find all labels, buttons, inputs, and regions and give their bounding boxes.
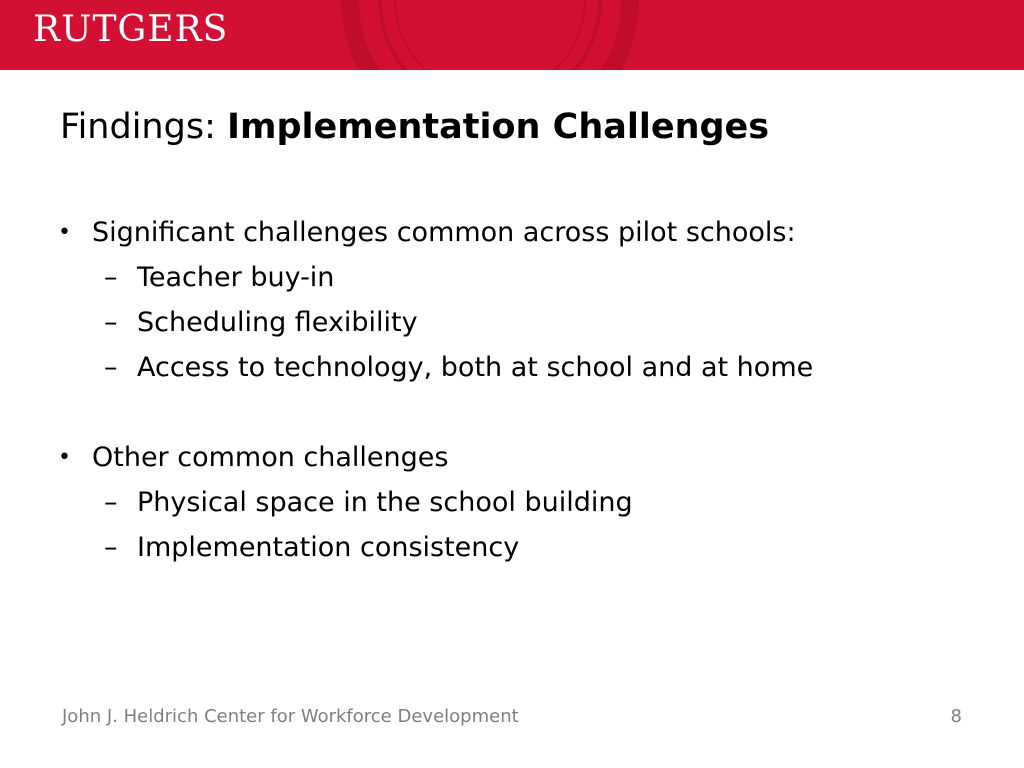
sub-bullet-text: Teacher buy-in (137, 262, 335, 293)
bullet-text: Other common challenges (92, 442, 449, 473)
bullet-marker: • (58, 220, 71, 245)
dash-marker: – (104, 487, 118, 518)
sub-bullet-text: Physical space in the school building (137, 487, 633, 518)
sub-bullet-text: Scheduling flexibility (137, 307, 418, 338)
sub-bullet-item (58, 348, 978, 393)
dash-marker: – (104, 532, 118, 563)
bullet-group (58, 438, 978, 573)
sub-bullet-item (58, 528, 978, 573)
bullet-marker: • (58, 445, 71, 470)
bullet-item (58, 438, 978, 483)
dash-marker: – (104, 352, 118, 383)
title-prefix: Findings: (60, 107, 227, 147)
page-number: 8 (950, 706, 962, 727)
bullet-item (58, 213, 978, 258)
bullet-list (58, 213, 978, 573)
rutgers-logo: RUTGERS (33, 9, 229, 50)
footer-organization: John J. Heldrich Center for Workforce Development (62, 706, 519, 727)
header-bar (0, 0, 1024, 70)
dash-marker: – (104, 307, 118, 338)
title-emphasis: Implementation Challenges (227, 107, 770, 147)
sub-bullet-item (58, 483, 978, 528)
sub-bullet-text: Access to technology, both at school and at home (137, 352, 814, 383)
slide-title (60, 107, 769, 147)
dash-marker: – (104, 262, 118, 293)
bullet-text: Significant challenges common across pilot schools: (92, 217, 796, 248)
sub-bullet-item (58, 303, 978, 348)
sub-bullet-item (58, 258, 978, 303)
sub-bullet-text: Implementation consistency (137, 532, 520, 563)
university-seal-watermark (340, 0, 640, 70)
bullet-group (58, 213, 978, 393)
